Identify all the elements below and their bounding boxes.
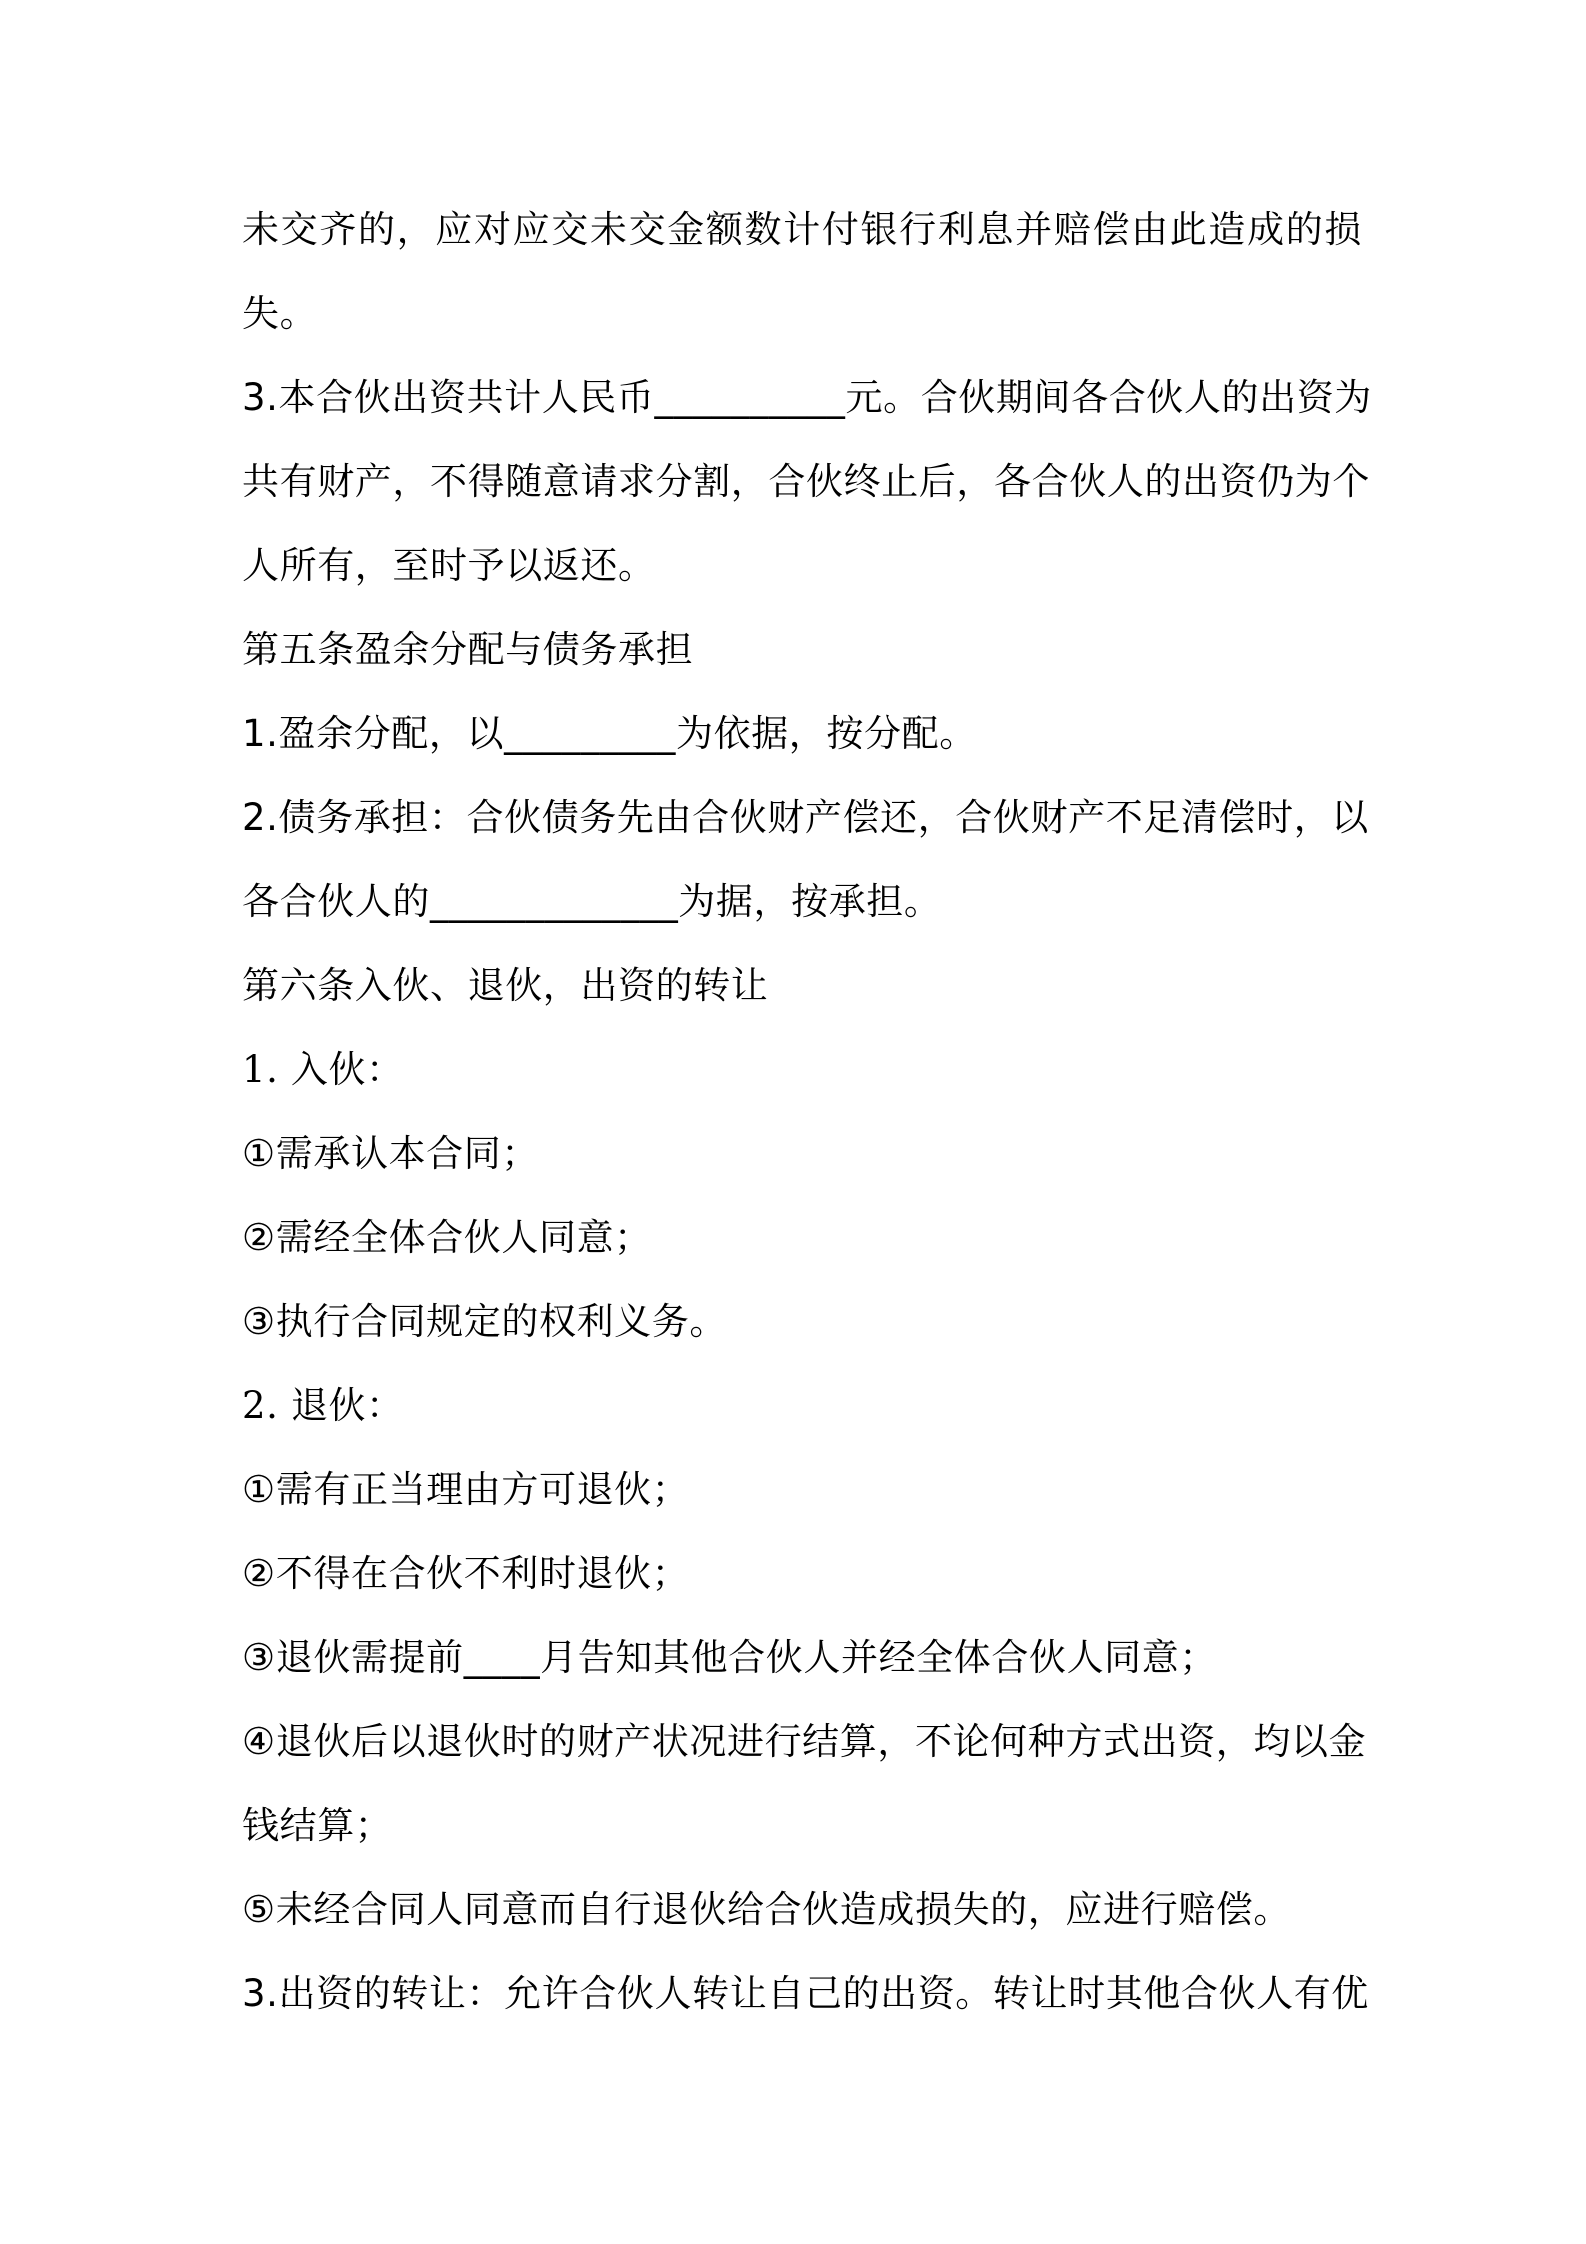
paragraph-line: 钱结算；: [242, 1804, 393, 1847]
list-item: ①需承认本合同；: [242, 1132, 539, 1175]
list-item: ⑤未经合同人同意而自行退伙给合伙造成损失的，应进行赔偿。: [242, 1888, 1291, 1931]
clause-line: 3.出资的转让：允许合伙人转让自己的出资。转让时其他合伙人有优: [242, 1972, 1369, 2015]
subsection-heading: 1. 入伙：: [242, 1048, 404, 1091]
subsection-heading: 2. 退伙：: [242, 1384, 404, 1427]
paragraph-line: 未交齐的，应对应交未交金额数计付银行利息并赔偿由此造成的损: [242, 208, 1362, 251]
clause-line: 2.债务承担：合伙债务先由合伙财产偿还，合伙财产不足清偿时，以: [242, 796, 1369, 839]
list-item: ④退伙后以退伙时的财产状况进行结算，不论何种方式出资，均以金: [242, 1720, 1367, 1763]
paragraph-line: 各合伙人的_____________为据，按承担。: [242, 880, 942, 923]
list-item: ②需经全体合伙人同意；: [242, 1216, 652, 1259]
list-item: ①需有正当理由方可退伙；: [242, 1468, 690, 1511]
section-heading: 第五条盈余分配与债务承担: [242, 628, 694, 671]
paragraph-line: 失。: [242, 292, 318, 335]
section-heading: 第六条入伙、退伙，出资的转让: [242, 964, 769, 1007]
clause-line: 3.本合伙出资共计人民币__________元。合伙期间各合伙人的出资为: [242, 376, 1372, 419]
paragraph-line: 共有财产，不得随意请求分割，合伙终止后，各合伙人的出资仍为个: [242, 460, 1370, 503]
list-item: ③退伙需提前____月告知其他合伙人并经全体合伙人同意；: [242, 1636, 1217, 1679]
paragraph-line: 人所有，至时予以返还。: [242, 544, 656, 587]
list-item: ②不得在合伙不利时退伙；: [242, 1552, 690, 1595]
list-item: ③执行合同规定的权利义务。: [242, 1300, 727, 1343]
clause-line: 1.盈余分配，以_________为依据，按分配。: [242, 712, 977, 755]
